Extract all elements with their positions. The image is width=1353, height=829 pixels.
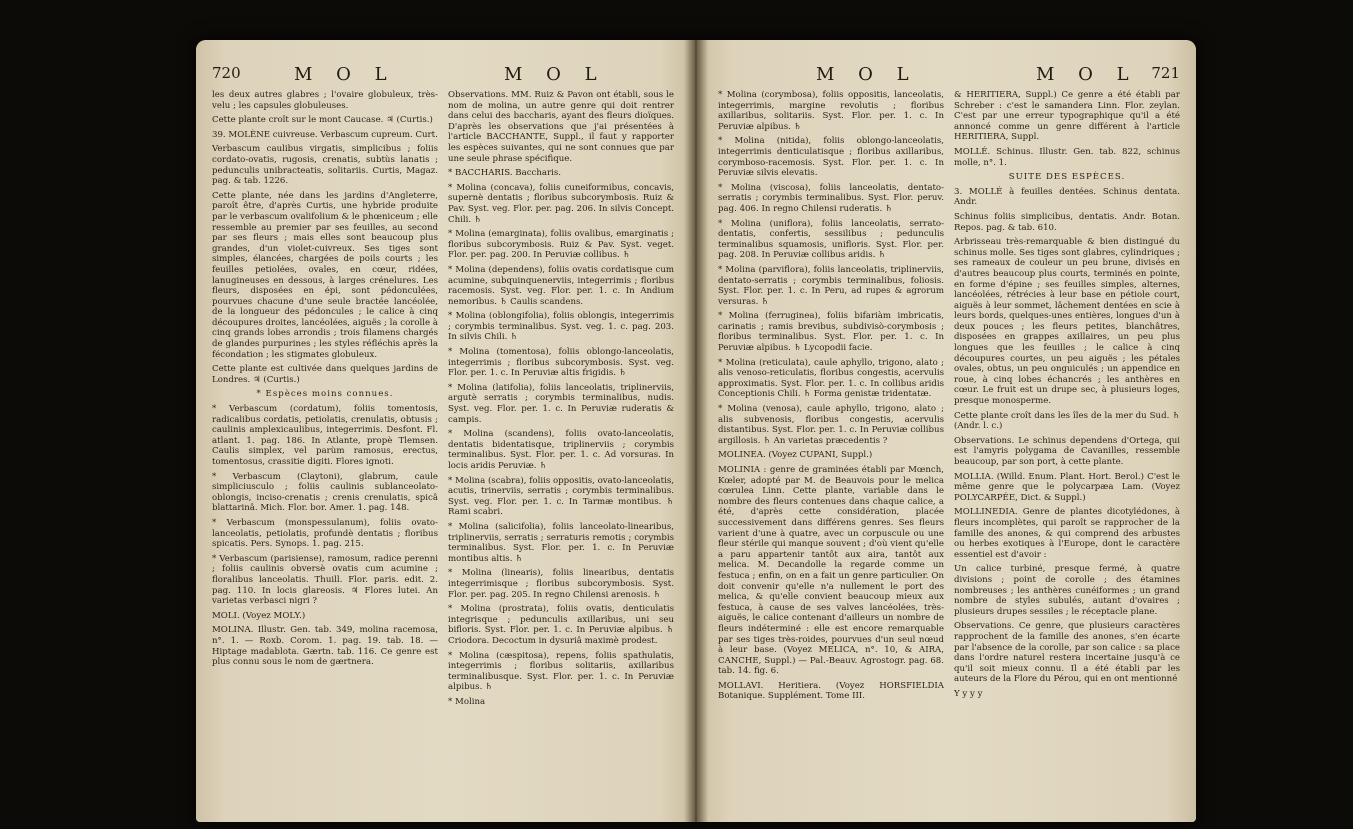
paragraph: * Molina (prostrata), foliis ovatis, denticulatis integrisque ; pedunculis axillaribus, uni seu bifloris. Syst. Flor. per. 1. c. In Peruviæ alpibus. ♄ Criodora. Decoctum in dysuriâ maximè prodest. (448, 604, 674, 646)
left-header-title: M O L (294, 64, 396, 85)
paragraph: * Molina (viscosa), foliis lanceolatis, dentato-serratis ; corymbis terminalibus. Syst. Flor. peruv. pag. 406. In regno Chilensi ruderatis. ♄ (718, 182, 944, 214)
paragraph: Verbascum caulibus virgatis, simplicibus ; foliis cordato-ovatis, rugosis, crenatis, subtùs lanatis ; pedunculis unibracteatis, solitariis. Curtis, Magaz. pag. & tab. 1226. (212, 144, 438, 187)
paragraph: Arbrisseau très-remarquable & bien distingué du schinus molle. Ses tiges sont glabres, cylindriques ; ses rameaux de couleur un peu brune, divisés en d'autres beaucoup plus courts, terminés en pointe, en forme d'épine ; ses feuilles simples, alternes, lancéolées, rétrécies à leur base en pétiole court, aiguës à leur sommet, lâchement dentées en scie à leurs bords, quelques-unes entières, longues d'un à deux pouces ; les fleurs petites, blanchâtres, disposées en grappes axillaires, un peu plus longues que les feuilles ; le calice à cinq découpures courtes, un peu aiguës ; les pétales ovales, obtus, un peu onguiculés ; un appendice en roue, à cinq lobes échancrés ; les anthères en cœur. Le fruit est un drupe sec, à plusieurs loges, presque monosperme. (954, 237, 1180, 407)
right-running-head (718, 64, 1180, 86)
paragraph: * Molina (oblongifolia), foliis oblongis, integerrimis ; corymbis terminalibus. Syst. veg. 1. c. pag. 203. In silvis Chili. ♄ (448, 311, 674, 343)
paragraph: Cette plante est cultivée dans quelques jardins de Londres. ♃ (Curtis.) (212, 364, 438, 385)
paragraph: * Molina (dependens), foliis ovatis cordatisque cum acumine, subquinquenerviis, integerrimis ; floribus racemosis. Syst. veg. Flor. per. 1. c. In Andium nemoribus. ♄ Caulis scandens. (448, 264, 674, 307)
paragraph: * Molina (nitida), foliis oblongo-lanceolatis, integerrimis denticulatisque ; floribus axillaribus, corymboso-racemosis. Syst. Flor. per. 1. c. In Peruviæ silvis elevatis. (718, 136, 944, 179)
book-gutter (684, 40, 708, 822)
open-book (196, 40, 1196, 822)
paragraph: MOLINIA : genre de graminées établi par Mœnch, Kœler, adopté par M. de Beauvois pour le melica cœrulea Linn. Cette plante, variable dans le nombre des fleurs contenues dans chaque calice, a été, d'après cette considération, placée successivement dans différens genres. Ses fleurs varient d'une à quatre, avec un corpuscule ou une fleur stérile qui manque souvent ; d'où vient qu'elle a paru appartenir tantôt aux aira, tantôt aux melica. M. Decandolle la regarde comme un festuca ; enfin, on en a fait un genre particulier. On doit convenir qu'elle n'a nullement le port des melica, & qu'elle convient beaucoup mieux aux festuca, à cause de ses valves lancéolées, très-aiguës, le calice contenant d'ailleurs un nombre de fleurs indéterminé : elle est encore remarquable par ses tiges très-roides, pourvues d'un seul nœud à leur base. (Voyez MELICA, n°. 10, & AIRA, CANCHE, Suppl.) — Pal.-Beauv. Agrostogr. pag. 68. tab. 14. fig. 6. (718, 465, 944, 677)
paragraph: * Molina (linearis), foliis linearibus, dentatis integerrimisque ; floribus subcorymbosis. Syst. Flor. per. pag. 205. In regno Chilensi arenosis. ♄ (448, 568, 674, 600)
paragraph: Un calice turbiné, presque fermé, à quatre divisions ; point de corolle ; des étamines nombreuses ; les anthères cunéiformes ; un grand nombre de styles subulés, autant d'ovaires ; plusieurs drupes sessiles ; le réceptacle plane. (954, 564, 1180, 617)
paragraph: SUITE DES ESPÈCES. (1008, 172, 1126, 183)
paragraph: Schinus foliis simplicibus, dentatis. Andr. Botan. Repos. pag. & tab. 610. (954, 211, 1180, 233)
paragraph: * Molina (reticulata), caule aphyllo, trigono, alato ; alis venoso-reticulatis, floribus congestis, acervulis approximatis. Syst. Flor. per. 1. c. In collibus aridis Conceptionis Chili. ♄ Forma genistæ tridentatæ. (718, 357, 944, 400)
paragraph: * Espèces moins connues. (256, 389, 394, 400)
paragraph: 3. MOLLÉ à feuilles dentées. Schinus dentata. Andr. (954, 186, 1180, 208)
paragraph: * Molina (ferruginea), foliis bifariàm imbricatis, carinatis ; ramis brevibus, subdivisò-corymbosis ; floribus terminalibus. Syst. Flor. per. 1. c. In Peruviæ alpibus. ♄ Lycopodii facie. (718, 311, 944, 354)
paragraph: Cette plante, née dans les jardins d'Angleterre, paroît être, d'après Curtis, une hybride produite par le verbascum ovalifolium & le phœniceum ; elle ressemble au premier par ses feuilles, au second par ses fleurs ; mais elles sont beaucoup plus grandes, d'un violet-cuivreux. Ses tiges sont simples, élancées, chargées de poils courts ; les feuilles petiolées, ovales, en cœur, ridées, lanugineuses en dessous, à larges crénelures. Les fleurs, disposées en épi, sont pédonculées, pourvues chacune d'une seule bractée lancéolée, de la longueur des pédoncules ; le calice à cinq découpures droites, lancéolées, aiguës ; la corolle à cinq grands lobes arrondis ; trois filamens chargés de glandes purpurines ; les styles réfléchis après la fécondation ; les stigmates globuleux. (212, 190, 438, 360)
left-page-number: 720 (212, 64, 241, 82)
paragraph: Cette plante croît sur le mont Caucase. ♃ (Curtis.) (212, 115, 433, 126)
paragraph: * Molina (corymbosa), foliis oppositis, lanceolatis, integerrimis, margine revolutis ; floribus axillaribus, solitariis. Syst. Flor. per. 1. c. In Peruviæ alpibus. ♄ (718, 90, 944, 132)
left-column-2 (448, 90, 674, 820)
paragraph: Y y y y (954, 688, 983, 699)
right-column-2 (954, 90, 1180, 820)
paragraph: MOLLIA. (Willd. Enum. Plant. Hort. Berol.) C'est le même genre que le polycarpæa Lam. (Voyez POLYCARPÉE, Dict. & Suppl.) (954, 471, 1180, 503)
paragraph: * Molina (emarginata), foliis ovalibus, emarginatis ; floribus subcorymbosis. Ruiz & Pav. Syst. veget. Flor. per. pag. 200. In Peruviæ collibus. ♄ (448, 229, 674, 261)
paragraph: Observations. MM. Ruiz & Pavon ont établi, sous le nom de molina, un autre genre qui doit rentrer dans celui des baccharis, ayant des fleurs dioïques. D'après les observations que j'ai présentées à l'article BACCHANTE, Suppl., il faut y rapporter les espèces suivantes, qui ne sont connues que par une seule phrase spécifique. (448, 90, 674, 164)
paragraph: * Molina (scabra), foliis oppositis, ovato-lanceolatis, acutis, trinerviis, serratis ; corymbis terminalibus. Syst. veg. Flor. per. 1. c. In Tarmæ montibus. ♄ Rami scabri. (448, 475, 674, 518)
paragraph: * Molina (scandens), foliis ovato-lanceolatis, dentatis bidentatisque, triplinerviis ; corymbis terminalibus. Syst. Flor. per. 1. c. Ad vorsuras. In locis aridis Peruviæ. ♄ (448, 429, 674, 471)
paragraph: * BACCHARIS. Baccharis. (448, 168, 562, 179)
left-page (196, 40, 690, 822)
left-column-1 (212, 90, 438, 820)
paragraph: * Verbascum (cordatum), foliis tomentosis, radicalibus cordatis, petiolatis, crenulatis, obtusis ; caulinis amplexicaulibus, integerrimis. Desfont. Fl. atlant. 1. pag. 186. In Atlante, propè Tlemsen. Caulis simplex, vel parùm ramosus, erectus, tomentosus, crassitie digiti. Flores ignoti. (212, 404, 438, 467)
paragraph: MOLLINEDIA. Genre de plantes dicotylédones, à fleurs incomplètes, qui paroît se rapprocher de la famille des anones, & qui comprend des arbustes ou herbes exotiques à l'Europe, dont le caractère essentiel est d'avoir : (954, 507, 1180, 560)
paragraph: * Molina (latifolia), foliis lanceolatis, triplinerviis, argutè serratis ; corymbis terminalibus, nudis. Syst. veg. Flor. per. 1. c. In Peruviæ ruderatis & campis. (448, 382, 674, 425)
right-column-1 (718, 90, 944, 820)
left-header-title-2: M O L (504, 64, 606, 85)
paragraph: & HERITIERA, Suppl.) Ce genre a été établi par Schreber : c'est le samandera Linn. Flor. zeylan. C'est par une erreur typographique qu'il a été annoncé comme un genre différent à l'article HERITIERA, Suppl. (954, 90, 1180, 143)
paragraph: * Molina (cæspitosa), repens, foliis spathulatis, integerrimis ; floribus solitariis, axillaribus terminalibusque. Syst. Flor. per. 1. c. In Peruviæ alpibus. ♄ (448, 650, 674, 693)
paragraph: Observations. Le schinus dependens d'Ortega, qui est l'amyris polygama de Cavanilles, ressemble beaucoup, par son port, à cette plante. (954, 435, 1180, 467)
paragraph: * Verbascum (monspessulanum), foliis ovato-lanceolatis, petiolatis, profundè dentatis ; floribus spicatis. Pers. Synops. 1. pag. 215. (212, 517, 438, 550)
paragraph: MOLLÉ. Schinus. Illustr. Gen. tab. 822, schinus molle, n°. 1. (954, 146, 1180, 168)
right-page-number: 721 (1151, 64, 1180, 82)
paragraph: * Molina (tomentosa), foliis oblongo-lanceolatis, integerrimis ; floribus subcorymbosis. Syst. veg. Flor. per. 1. c. In Peruviæ altis frigidis. ♄ (448, 347, 674, 379)
paragraph: MOLINA. Illustr. Gen. tab. 349, molina racemosa, n°. 1. — Roxb. Corom. 1. pag. 19. tab. 18. — Hiptage madablota. Gærtn. tab. 116. Ce genre est plus connu sous le nom de gærtnera. (212, 625, 438, 668)
paragraph: * Verbascum (parisiense), ramosum, radice perenni ; foliis caulinis obversè ovatis cum acumine ; floralibus lanceolatis. Thuill. Flor. paris. edit. 2. pag. 110. In locis glareosis. ♃ Flores lutei. An varietas verbasci nigri ? (212, 553, 438, 607)
paragraph: Observations. Ce genre, que plusieurs caractères rapprochent de la famille des anones, s'en écarte par l'absence de la corolle, par son calice : sa place dans l'ordre naturel restera incertaine jusqu'à ce qu'il soit mieux connu. Il a été établi par les auteurs de la Flore du Pérou, qui en ont mentionné (954, 621, 1180, 685)
paragraph: * Molina (uniflora), foliis lanceolatis, serrato-dentatis, confertis, sessilibus ; pedunculis terminalibus squamosis, unifloris. Syst. Flor. per. pag. 208. In Peruviæ collibus aridis. ♄ (718, 218, 944, 261)
right-page (702, 40, 1196, 822)
right-header-title-2: M O L (1036, 64, 1138, 85)
paragraph: * Molina (venosa), caule aphyllo, trigono, alato ; alis subvenosis, floribus congestis, acervulis distantibus. Syst. Flor. per. 1. c. In Peruviæ collibus argillosis. ♄ An varietas præcedentis ? (718, 404, 944, 446)
paragraph: MOLINEA. (Voyez CUPANI, Suppl.) (718, 450, 873, 461)
left-running-head (212, 64, 674, 86)
paragraph: MOLLAVI. Heritiera. (Voyez HORSFIELDIA Botanique. Supplément. Tome III. (718, 680, 944, 702)
paragraph: * Molina (concava), foliis cuneiformibus, concavis, supernè dentatis ; floribus subcorymbosis. Ruiz & Pav. Syst. veg. Flor. per. pag. 206. In silvis Concept. Chili. ♄ (448, 182, 674, 225)
paragraph: * Verbascum (Claytoni), glabrum, caule simpliciusculo ; foliis caulinis sublanceolato-oblongis, inciso-crenatis ; crenis crenulatis, spicâ blattarinâ. Mich. Flor. bor. Amer. 1. pag. 148. (212, 471, 438, 514)
right-header-title: M O L (816, 64, 918, 85)
paragraph: MOLI. (Voyez MOLY.) (212, 610, 306, 621)
paragraph: les deux autres glabres ; l'ovaire globuleux, très-velu ; les capsules globuleuses. (212, 90, 438, 111)
paragraph: * Molina (parviflora), foliis lanceolatis, triplinerviis, dentato-serratis ; corymbis terminalibus, foliosis. Syst. Flor. per. 1. c. In Peru, ad rupes & agrorum versuras. ♄ (718, 264, 944, 307)
paragraph: * Molina (448, 696, 486, 707)
paragraph: 39. MOLÈNE cuivreuse. Verbascum cupreum. Curt. (212, 129, 438, 140)
paragraph: Cette plante croît dans les îles de la mer du Sud. ♄ (Andr. l. c.) (954, 410, 1180, 432)
paragraph: * Molina (salicifolia), foliis lanceolato-linearibus, triplinerviis, serratis ; serraturis remotis ; corymbis terminalibus. Syst. Flor. per. 1. c. In Peruviæ montibus altis. ♄ (448, 521, 674, 564)
